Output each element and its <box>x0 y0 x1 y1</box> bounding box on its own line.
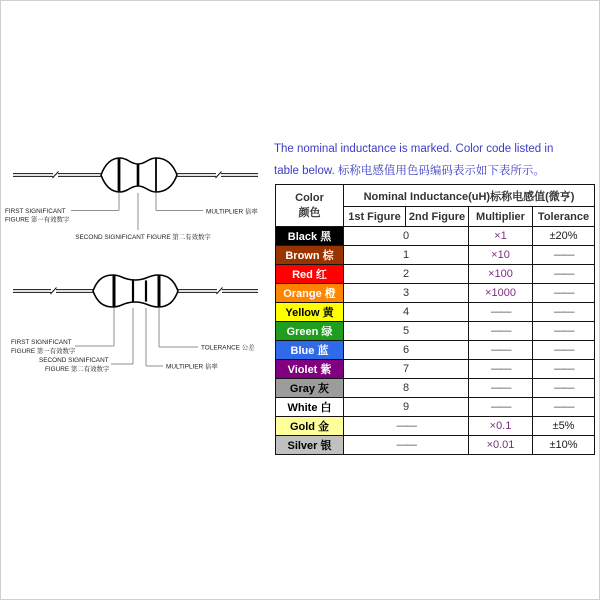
multiplier-value-cell: —— <box>469 360 533 379</box>
color-swatch-cell: White 白 <box>276 398 344 417</box>
first-figure-label-line1: FIRST SIGNIFICANT <box>11 339 72 346</box>
intro-line-1: The nominal inductance is marked. Color code listed in <box>274 143 554 155</box>
tolerance-value-cell: —— <box>533 398 595 417</box>
second-figure-label: SECOND SIGNIFICANT FIGURE 第二有效数字 <box>75 234 211 241</box>
tolerance-label: TOLERANCE 公差 <box>201 344 255 352</box>
tolerance-value-cell: —— <box>533 246 595 265</box>
figure-value-cell: 1 <box>344 246 469 265</box>
color-code-table <box>275 184 595 455</box>
multiplier-label: MULTIPLIER 倍率 <box>166 363 218 371</box>
header-2nd-figure: 2nd Figure <box>406 207 469 227</box>
color-swatch-cell: Orange 橙 <box>276 284 344 303</box>
figure-value-cell: 3 <box>344 284 469 303</box>
table-row <box>276 436 595 455</box>
tolerance-value-cell: —— <box>533 379 595 398</box>
figure-value-cell: —— <box>344 436 469 455</box>
figure-value-cell: 5 <box>344 322 469 341</box>
intro-line-2: table below. 标称电感值用色码编码表示如下表所示。 <box>274 165 545 177</box>
second-figure-label-line2: FIGURE 第二有效数字 <box>45 366 110 373</box>
first-figure-label-line2: FIGURE 第一有效数字 <box>5 216 70 224</box>
table-row <box>276 284 595 303</box>
multiplier-value-cell: —— <box>469 379 533 398</box>
color-swatch-cell: Yellow 黄 <box>276 303 344 322</box>
header-color-line2: 颜色 <box>298 206 321 219</box>
table-row <box>276 341 595 360</box>
figure-value-cell: 8 <box>344 379 469 398</box>
first-figure-label-line1: FIRST SIGNIFICANT <box>5 208 66 215</box>
color-swatch-cell: Brown 棕 <box>276 246 344 265</box>
multiplier-value-cell: ×0.01 <box>469 436 533 455</box>
table-row <box>276 322 595 341</box>
inductor-diagram-four-band <box>1 264 271 404</box>
color-swatch-cell: Gray 灰 <box>276 379 344 398</box>
multiplier-value-cell: —— <box>469 341 533 360</box>
multiplier-value-cell: ×10 <box>469 246 533 265</box>
wire-break-icon <box>217 288 223 295</box>
color-swatch-cell: Black 黑 <box>276 227 344 246</box>
figure-value-cell: 7 <box>344 360 469 379</box>
figure-value-cell: 0 <box>344 227 469 246</box>
color-swatch-cell: Violet 紫 <box>276 360 344 379</box>
header-nominal-inductance: Nominal Inductance(uH)标称电感值(微亨) <box>344 185 595 207</box>
wire-break-icon <box>216 172 222 179</box>
tolerance-value-cell: —— <box>533 303 595 322</box>
multiplier-value-cell: —— <box>469 303 533 322</box>
header-multiplier: Multiplier <box>469 207 533 227</box>
tolerance-value-cell: —— <box>533 322 595 341</box>
wire-break-icon <box>53 172 59 179</box>
multiplier-value-cell: ×1000 <box>469 284 533 303</box>
table-row <box>276 303 595 322</box>
callout-lines <box>71 193 203 230</box>
table-row <box>276 417 595 436</box>
tolerance-value-cell: ±10% <box>533 436 595 455</box>
second-figure-label-line1: SECOND SIGNIFICANT <box>39 357 109 364</box>
header-tolerance: Tolerance <box>533 207 595 227</box>
figure-value-cell: 2 <box>344 265 469 284</box>
table-row <box>276 227 595 246</box>
header-color <box>276 185 344 227</box>
table-row <box>276 379 595 398</box>
tolerance-value-cell: ±5% <box>533 417 595 436</box>
inductor-drawing-three-band <box>1 146 271 246</box>
color-swatch-cell: Silver 银 <box>276 436 344 455</box>
figure-value-cell: —— <box>344 417 469 436</box>
tolerance-value-cell: —— <box>533 265 595 284</box>
figure-value-cell: 6 <box>344 341 469 360</box>
intro-text <box>274 138 594 182</box>
multiplier-value-cell: ×1 <box>469 227 533 246</box>
multiplier-label: MULTIPLIER 倍率 <box>206 208 258 216</box>
color-swatch-cell: Gold 金 <box>276 417 344 436</box>
tolerance-value-cell: ±20% <box>533 227 595 246</box>
table-row <box>276 265 595 284</box>
tolerance-value-cell: —— <box>533 360 595 379</box>
color-swatch-cell: Blue 蓝 <box>276 341 344 360</box>
color-table-body <box>276 227 595 455</box>
first-figure-label-line2: FIGURE 第一有效数字 <box>11 348 76 355</box>
inductor-body <box>93 275 178 307</box>
figure-value-cell: 4 <box>344 303 469 322</box>
multiplier-value-cell: —— <box>469 322 533 341</box>
multiplier-value-cell: ×100 <box>469 265 533 284</box>
multiplier-value-cell: —— <box>469 398 533 417</box>
multiplier-value-cell: ×0.1 <box>469 417 533 436</box>
figure-value-cell: 9 <box>344 398 469 417</box>
inductor-drawing-four-band <box>1 264 271 399</box>
table-row <box>276 398 595 417</box>
header-1st-figure: 1st Figure <box>344 207 406 227</box>
header-color-line1: Color <box>295 191 324 204</box>
tolerance-value-cell: —— <box>533 284 595 303</box>
wire-break-icon <box>51 288 57 295</box>
tolerance-value-cell: —— <box>533 341 595 360</box>
color-swatch-cell: Red 红 <box>276 265 344 284</box>
table-row <box>276 246 595 265</box>
color-swatch-cell: Green 绿 <box>276 322 344 341</box>
table-row <box>276 360 595 379</box>
inductor-diagram-three-band <box>1 146 271 251</box>
